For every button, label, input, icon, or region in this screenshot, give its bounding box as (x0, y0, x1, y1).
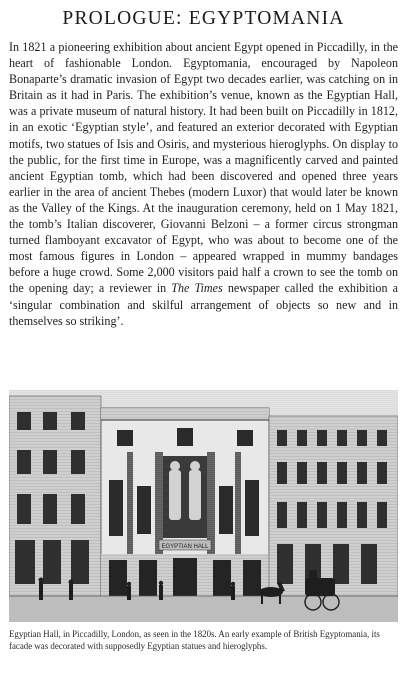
chapter-title: PROLOGUE: EGYPTOMANIA (62, 8, 345, 29)
paragraph-text (9, 39, 398, 329)
figure (9, 390, 398, 673)
engraving-illustration (9, 390, 398, 622)
text-run-2: newspaper called the exhibition a ‘singular combination and skilful arrangement of objects so new and in themselves so striking’. (9, 281, 398, 328)
text-run-1: In 1821 a pioneering exhibition about ancient Egypt opened in Piccadilly, in the heart of fashionable London. Egyptomania, encouraged by Napoleon Bonaparte’s dramatic invasion of Egypt two decades earlier, was catching on in Britain as it had in Paris. The exhibition’s venue, known as the Egyptian Hall, was a private museum of natural history. It had been built on Piccadilly in 1812, in an exotic ‘Egyptian style’, and featured an exterior decorated with Egyptian motifs, two statues of Isis and Osiris, and mysterious hieroglyphs. On display to the public, for the first time in Europe, was a magnificently carved and painted ancient Egyptian tomb, which had been discovered and opened three years earlier in the area of ancient Thebes (modern Luxor) that would later be known as the Valley of the Kings. At the inauguration ceremony, held on 1 May 1821, the tomb’s Italian discoverer, Giovanni Belzoni – a former circus strongman turned flamboyant excavator of Egypt, who was about to become one of the most famous figures in London – appeared wrapped in mummy bandages before a huge crowd. Some 2,000 visitors paid half a crown to see the tomb on the opening day; a reviewer in (9, 40, 398, 296)
figure-caption: Egyptian Hall, in Piccadilly, London, as seen in the 1820s. An early example of British Egyptomania, its facade was decorated with supposedly Egyptian statues and hieroglyphs. (9, 629, 380, 651)
egyptian-hall-engraving (9, 390, 398, 622)
body-paragraph (9, 39, 398, 329)
hall-sign: EGYPTIAN HALL (161, 544, 209, 550)
newspaper-title: The Times (171, 281, 223, 296)
